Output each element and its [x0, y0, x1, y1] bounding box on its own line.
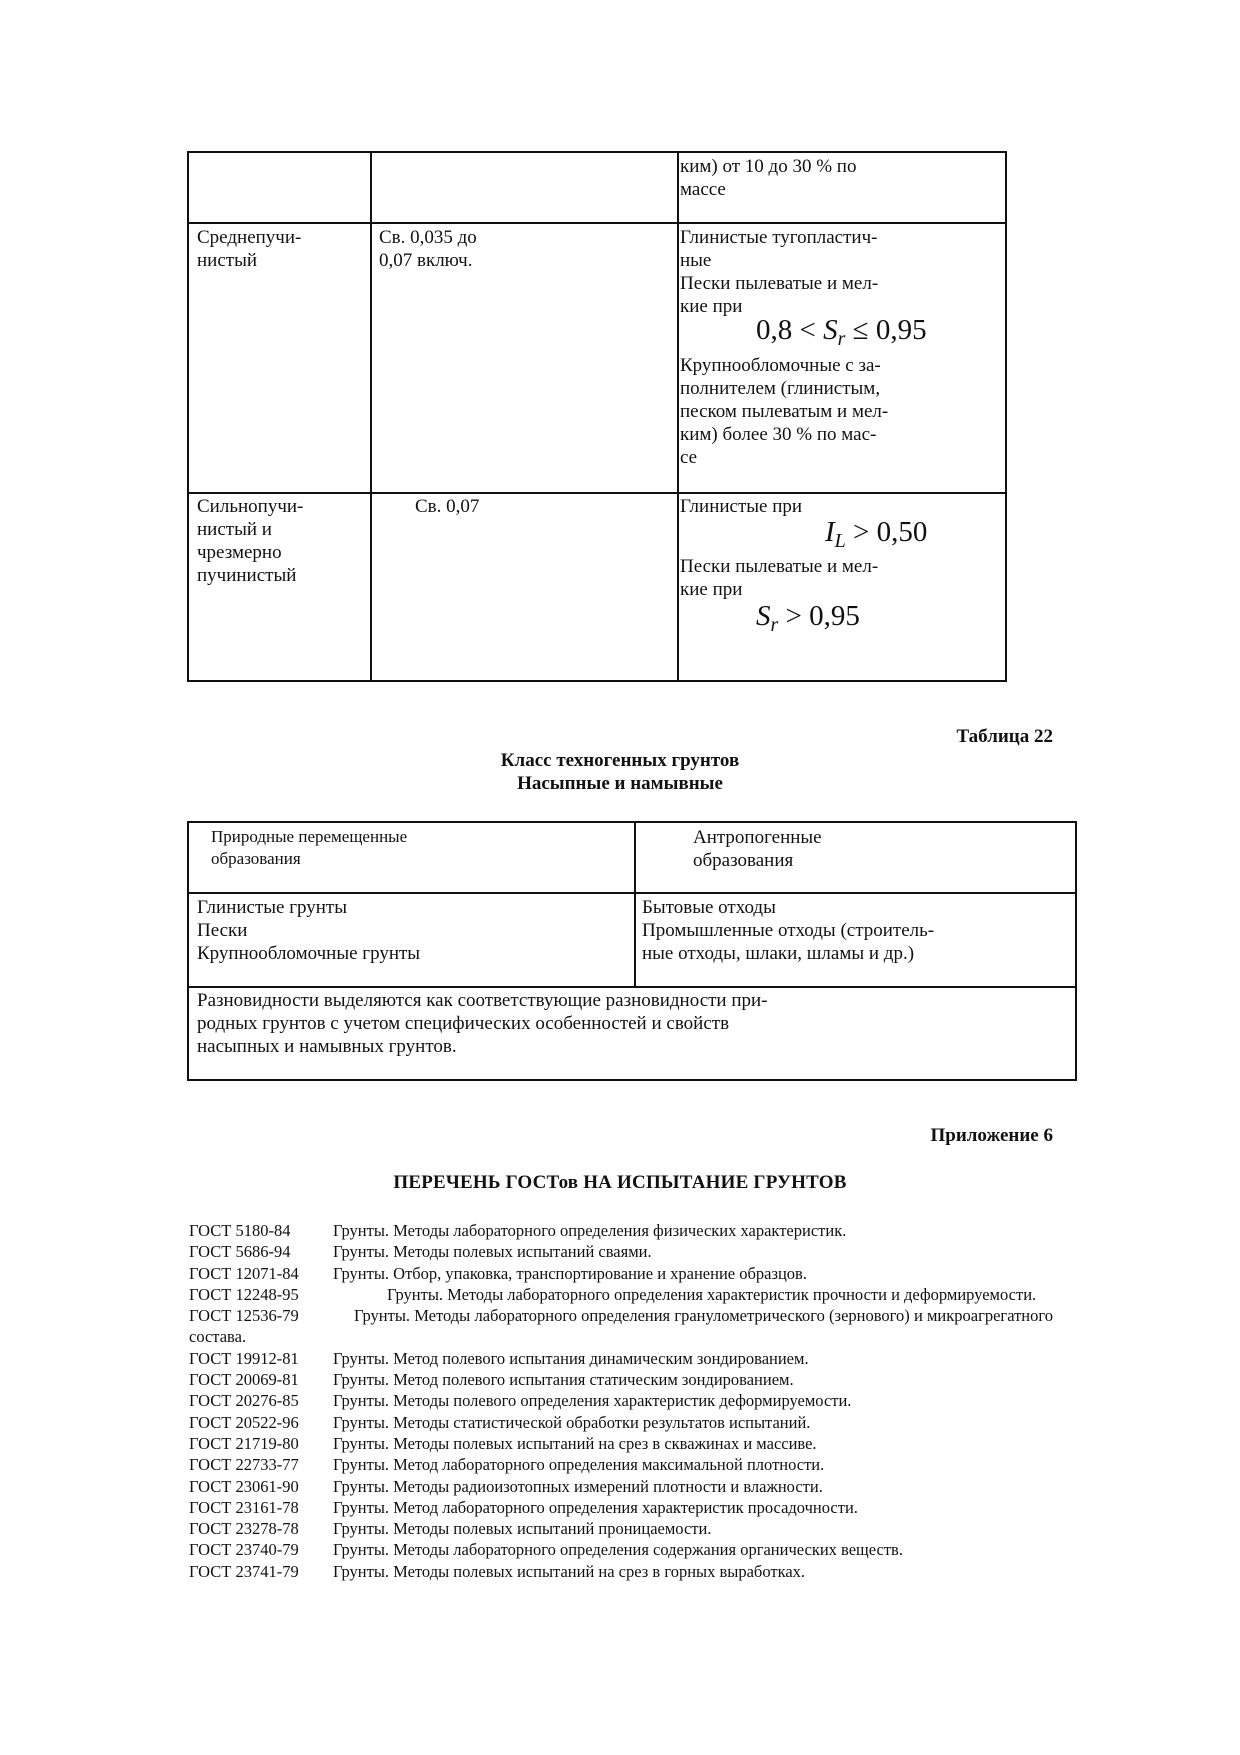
table-cell: Пески пылеватые и мел- кие при: [680, 556, 879, 600]
table-subtitle: Насыпные и намывные: [517, 773, 723, 794]
formula: $S_r > 0,95$: [756, 600, 860, 636]
table-cell: Сильнопучи- нистый и чрезмерно пучинистый: [197, 496, 304, 586]
table-header-cell: Природные перемещенные образования: [211, 827, 408, 868]
list-item: ГОСТ 23741-79 Грунты. Методы полевых испытаний на срез в горных выработках.: [189, 1561, 806, 1581]
table-note: Разновидности выделяются как соответствующие разновидности при- родных грунтов с учетом специфических особенностей и свойств насыпных и намывных грунтов.: [197, 990, 768, 1057]
list-item: ГОСТ 21719-80 Грунты. Методы полевых испытаний на срез в скважинах и массиве.: [189, 1433, 817, 1453]
table-cell: Глинистые грунты Пески Крупнообломочные грунты: [197, 897, 421, 964]
row-divider: [189, 892, 1075, 894]
table-cell: Глинистые при: [680, 496, 803, 517]
list-item: ГОСТ 5180-84 Грунты. Методы лабораторного определения физических характеристик.: [189, 1221, 847, 1240]
row-divider: [189, 222, 1005, 224]
table-cell: Св. 0,07: [415, 496, 480, 517]
list-item: ГОСТ 5686-94 Грунты. Методы полевых испытаний сваями.: [189, 1242, 652, 1262]
table-title: Класс техногенных грунтов: [500, 750, 740, 771]
list-item: ГОСТ 20522-96 Грунты. Методы статистической обработки результатов испытаний.: [189, 1412, 811, 1432]
appendix-title: ПЕРЕЧЕНЬ ГОСТов НА ИСПЫТАНИЕ ГРУНТОВ: [393, 1172, 847, 1193]
list-item: ГОСТ 23161-78 Грунты. Метод лабораторного определения характеристик просадочности.: [189, 1497, 858, 1517]
list-item: ГОСТ 20276-85 Грунты. Методы полевого определения характеристик деформируемости.: [189, 1391, 852, 1411]
formula: $0,8 < S_r \le 0,95$: [756, 314, 927, 350]
table-cell: Крупнообломочные с за- полнителем (глинистым, песком пылеватым и мел- ким) более 30 % по мас- се: [680, 355, 889, 468]
column-divider: [370, 153, 372, 680]
technogenic-soils-table: [187, 821, 1077, 1081]
list-item: ГОСТ 12071-84 Грунты. Отбор, упаковка, транспортирование и хранение образцов.: [189, 1263, 807, 1283]
table-header-cell: Антропогенные образования: [693, 827, 822, 871]
row-divider: [189, 986, 1075, 988]
list-item: ГОСТ 12536-79 Грунты. Методы лабораторного определения гранулометрического (зернового) и микроагрегатного состава.: [189, 1306, 1053, 1347]
table-label: Таблица 22: [956, 726, 1053, 747]
table-cell: Среднепучи- нистый: [197, 227, 302, 271]
appendix-label: Приложение 6: [930, 1125, 1053, 1146]
column-divider: [634, 823, 636, 986]
row-divider: [189, 492, 1005, 494]
frost-heave-table: [187, 151, 1007, 682]
column-divider: [677, 153, 679, 680]
table-cell: Св. 0,035 до 0,07 включ.: [379, 227, 477, 271]
formula: $I_L > 0,50$: [825, 516, 928, 552]
list-item: ГОСТ 23061-90 Грунты. Методы радиоизотопных измерений плотности и влажности.: [189, 1476, 823, 1496]
list-item: ГОСТ 19912-81 Грунты. Метод полевого испытания динамическим зондированием.: [189, 1348, 809, 1368]
gost-list: [189, 1220, 1053, 1582]
list-item: ГОСТ 12248-95 Грунты. Методы лабораторного определения характеристик прочности и деформируемости.: [189, 1284, 1037, 1304]
table-cell: Бытовые отходы Промышленные отходы (строитель- ные отходы, шлаки, шламы и др.): [642, 897, 935, 964]
list-item: ГОСТ 22733-77 Грунты. Метод лабораторного определения максимальной плотности.: [189, 1455, 825, 1475]
list-item: ГОСТ 20069-81 Грунты. Метод полевого испытания статическим зондированием.: [189, 1370, 794, 1390]
table-cell: ким) от 10 до 30 % по массе: [680, 156, 857, 200]
list-item: ГОСТ 23278-78 Грунты. Методы полевых испытаний проницаемости.: [189, 1519, 712, 1539]
table-cell: Глинистые тугопластич- ные Пески пылеватые и мел- кие при: [680, 227, 879, 317]
list-item: ГОСТ 23740-79 Грунты. Методы лабораторного определения содержания органических веществ.: [189, 1540, 903, 1560]
